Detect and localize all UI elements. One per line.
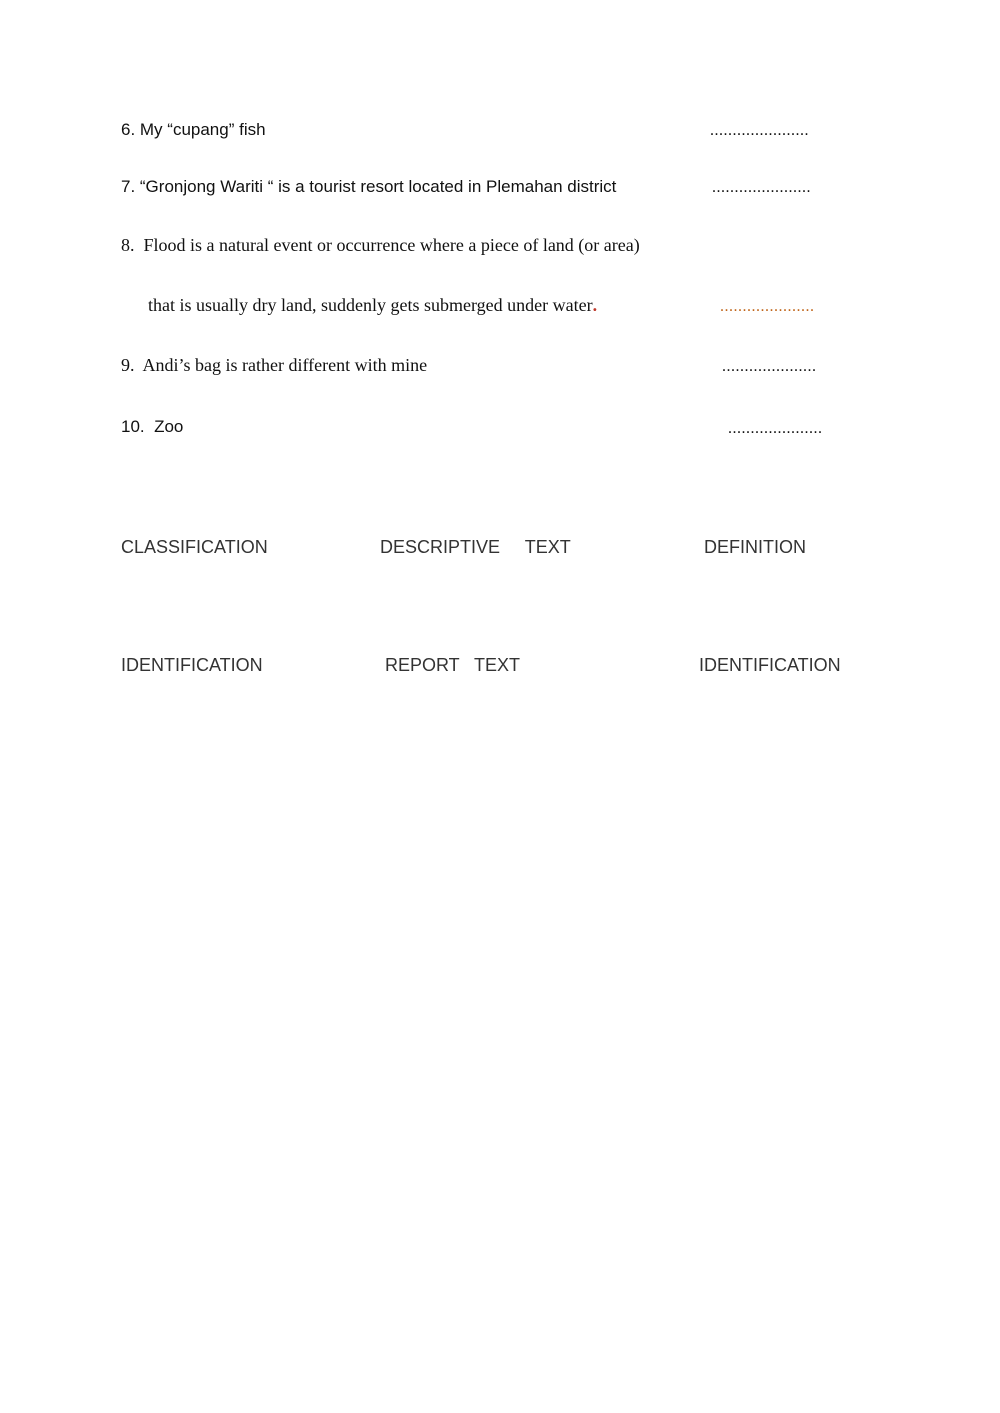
question-8-period: . <box>592 295 598 315</box>
question-8-answer-blank[interactable]: ..................... <box>720 298 815 315</box>
question-10-text: 10. Zoo <box>121 417 184 436</box>
option-report-text: REPORT TEXT <box>385 655 521 675</box>
question-7-text: 7. “Gronjong Wariti “ is a tourist resort located in Plemahan district <box>121 177 617 196</box>
question-9-text: 9. Andi’s bag is rather different with mine <box>121 355 428 375</box>
option-definition: DEFINITION <box>704 537 806 557</box>
question-8-line2-body: that is usually dry land, suddenly gets submerged under water <box>148 295 593 315</box>
question-8-text-line2 <box>148 295 597 316</box>
question-6-answer-blank[interactable]: ...................... <box>710 122 809 139</box>
question-7-answer-blank[interactable]: ...................... <box>712 179 811 196</box>
option-classification: CLASSIFICATION <box>121 537 268 557</box>
question-6-text: 6. My “cupang” fish <box>121 120 266 139</box>
question-10-answer-blank[interactable]: ..................... <box>728 420 823 437</box>
option-descriptive-text: DESCRIPTIVE TEXT <box>380 537 571 557</box>
question-9-answer-blank[interactable]: ..................... <box>722 358 817 375</box>
option-identification-2: IDENTIFICATION <box>699 655 841 675</box>
option-identification-1: IDENTIFICATION <box>121 655 263 675</box>
question-8-text-line1: 8. Flood is a natural event or occurrence where a piece of land (or area) <box>121 235 640 255</box>
